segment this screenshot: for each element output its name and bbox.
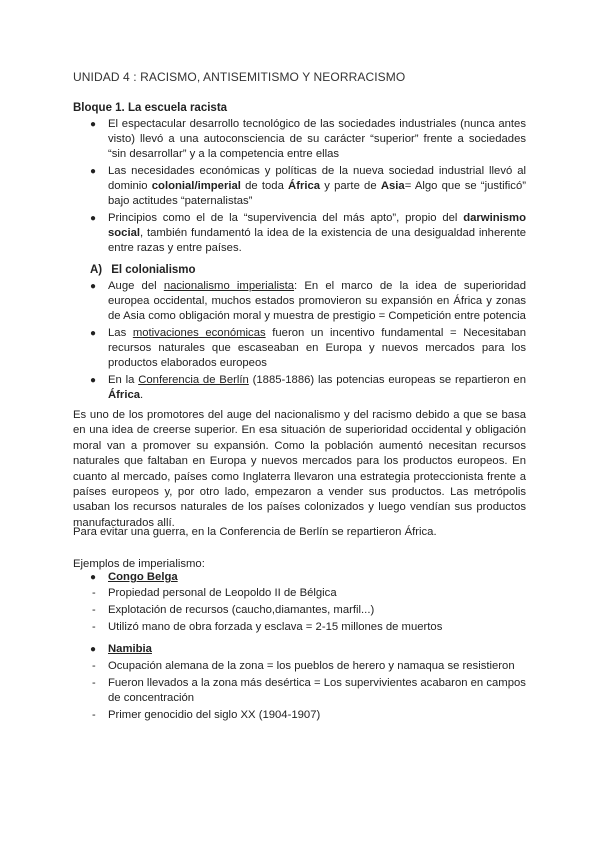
list-item-text: , también fundamentó la idea de la existencia de una desigualdad inherente entre razas y entre países. [108,227,526,254]
list-item-text: fueron un incentivo fundamental = Necesitaban recursos naturales que escaseaban en Europa y nuevos mercados para los productos elaborados europeos [108,327,526,369]
list-item [0,659,538,674]
bullet-icon: ● [90,328,97,339]
bullet-icon: ● [90,375,97,386]
example-title-congo: Congo Belga [108,571,178,583]
examples-heading: Ejemplos de imperialismo: [73,558,205,570]
list-item-text: : En el marco de la idea de superioridad europea occidental, muchos estados promovieron su expansión en África y zonas de Asia como obligación moral y muestra de prestigio = Competición entre potencia [108,280,526,322]
bloque-bullet-list [0,117,526,258]
bold-term: darwinismo social [108,212,526,239]
list-item-text: Utilizó mano de obra forzada y esclava = 2-15 millones de muertos [108,621,443,633]
list-item-text: En la [108,374,139,386]
bullet-icon: ● [90,572,97,583]
section-title: El colonialismo [111,264,196,276]
list-item-text: y parte de [320,180,381,192]
list-item [0,117,526,162]
dash-icon: - [92,587,96,599]
page-title: UNIDAD 4 : RACISMO, ANTISEMITISMO Y NEORRACISMO [73,70,406,84]
list-item-text: El espectacular desarrollo tecnológico de las sociedades industriales (nunca antes visto) llevó a una autoconsciencia de su carácter “superior” frente a sociedades “sin desarrollar” y a la competencia entre ellas [108,118,526,160]
list-item-text: Fueron llevados a la zona más desértica = Los supervivientes acabaron en campos de concentración [108,677,526,704]
example-title-namibia: Namibia [108,643,152,655]
underlined-term: motivaciones económicas [132,327,266,339]
bullet-icon: ● [90,119,97,130]
dash-icon: - [92,621,96,633]
list-item-text: Las necesidades económicas y políticas de la nueva sociedad industrial llevó al dominio [108,165,526,192]
bullet-icon: ● [90,644,97,655]
dash-icon: - [92,604,96,616]
body-paragraph: Es uno de los promotores del auge del nacionalismo y del racismo debido a que se basa en una idea de creerse superior. En esa situación de superioridad occidental y obligación moral van a promover su expansión. Como la población aumentó necesitan recursos naturales que faltaban en Europa y nuevos mercados para los productos europeos. En cuanto al mercado, países como Inglaterra llevaron una estrategia proteccionista frente a países europeos y, por otro lado, empezaron a vender sus productos. Las metrópolis usaban los recursos naturales de los países colonizados y luego vendían sus productos manufacturados allí. [73,409,526,529]
body-paragraph: Para evitar una guerra, en la Conferencia de Berlín se repartieron África. [73,526,437,538]
dash-icon: - [92,660,96,672]
section-label: A) [90,264,103,276]
colonialismo-bullet-list [0,279,526,405]
bullet-icon: ● [90,166,97,177]
dash-icon: - [92,709,96,721]
list-item-text: . [140,389,144,401]
underlined-term: Conferencia de Berlín [138,374,249,386]
list-item [0,326,526,371]
namibia-list [0,659,538,725]
underlined-term: nacionalismo imperialista [163,280,295,292]
list-item [0,620,538,635]
list-item [0,211,526,256]
list-item-text: (1885-1886) las potencias europeas se repartieron en [248,374,526,386]
dash-icon: - [92,677,96,689]
list-item [0,164,526,209]
list-item-text: Explotación de recursos (caucho,diamantes, marfil...) [108,604,375,616]
bold-term: África [288,180,321,192]
list-item [0,708,538,723]
bold-term: Asia [380,180,405,192]
list-item-text: Ocupación alemana de la zona = los pueblos de herero y namaqua se resistieron [108,660,515,672]
list-item [0,586,538,601]
bold-term: África [108,389,141,401]
section-heading-colonialismo [90,264,196,276]
bullet-icon: ● [90,281,97,292]
list-item [0,279,526,324]
bullet-icon: ● [90,213,97,224]
list-item [0,676,538,706]
list-item-text: Propiedad personal de Leopoldo II de Bélgica [108,587,337,599]
list-item-text: Auge del [108,280,164,292]
list-item-text: = Algo que se “justificó” bajo actitudes “paternalistas” [108,180,527,207]
list-item [0,603,538,618]
list-item-text: Las [108,327,133,339]
list-item-text: de toda [240,180,289,192]
congo-list [0,586,538,637]
list-item-text: Principios como el de la “supervivencia del más apto”, propio del [108,212,464,224]
list-item [0,373,526,403]
bold-term: colonial/imperial [151,180,241,192]
list-item-text: Primer genocidio del siglo XX (1904-1907) [108,709,321,721]
section-heading-bloque-1: Bloque 1. La escuela racista [73,102,228,114]
